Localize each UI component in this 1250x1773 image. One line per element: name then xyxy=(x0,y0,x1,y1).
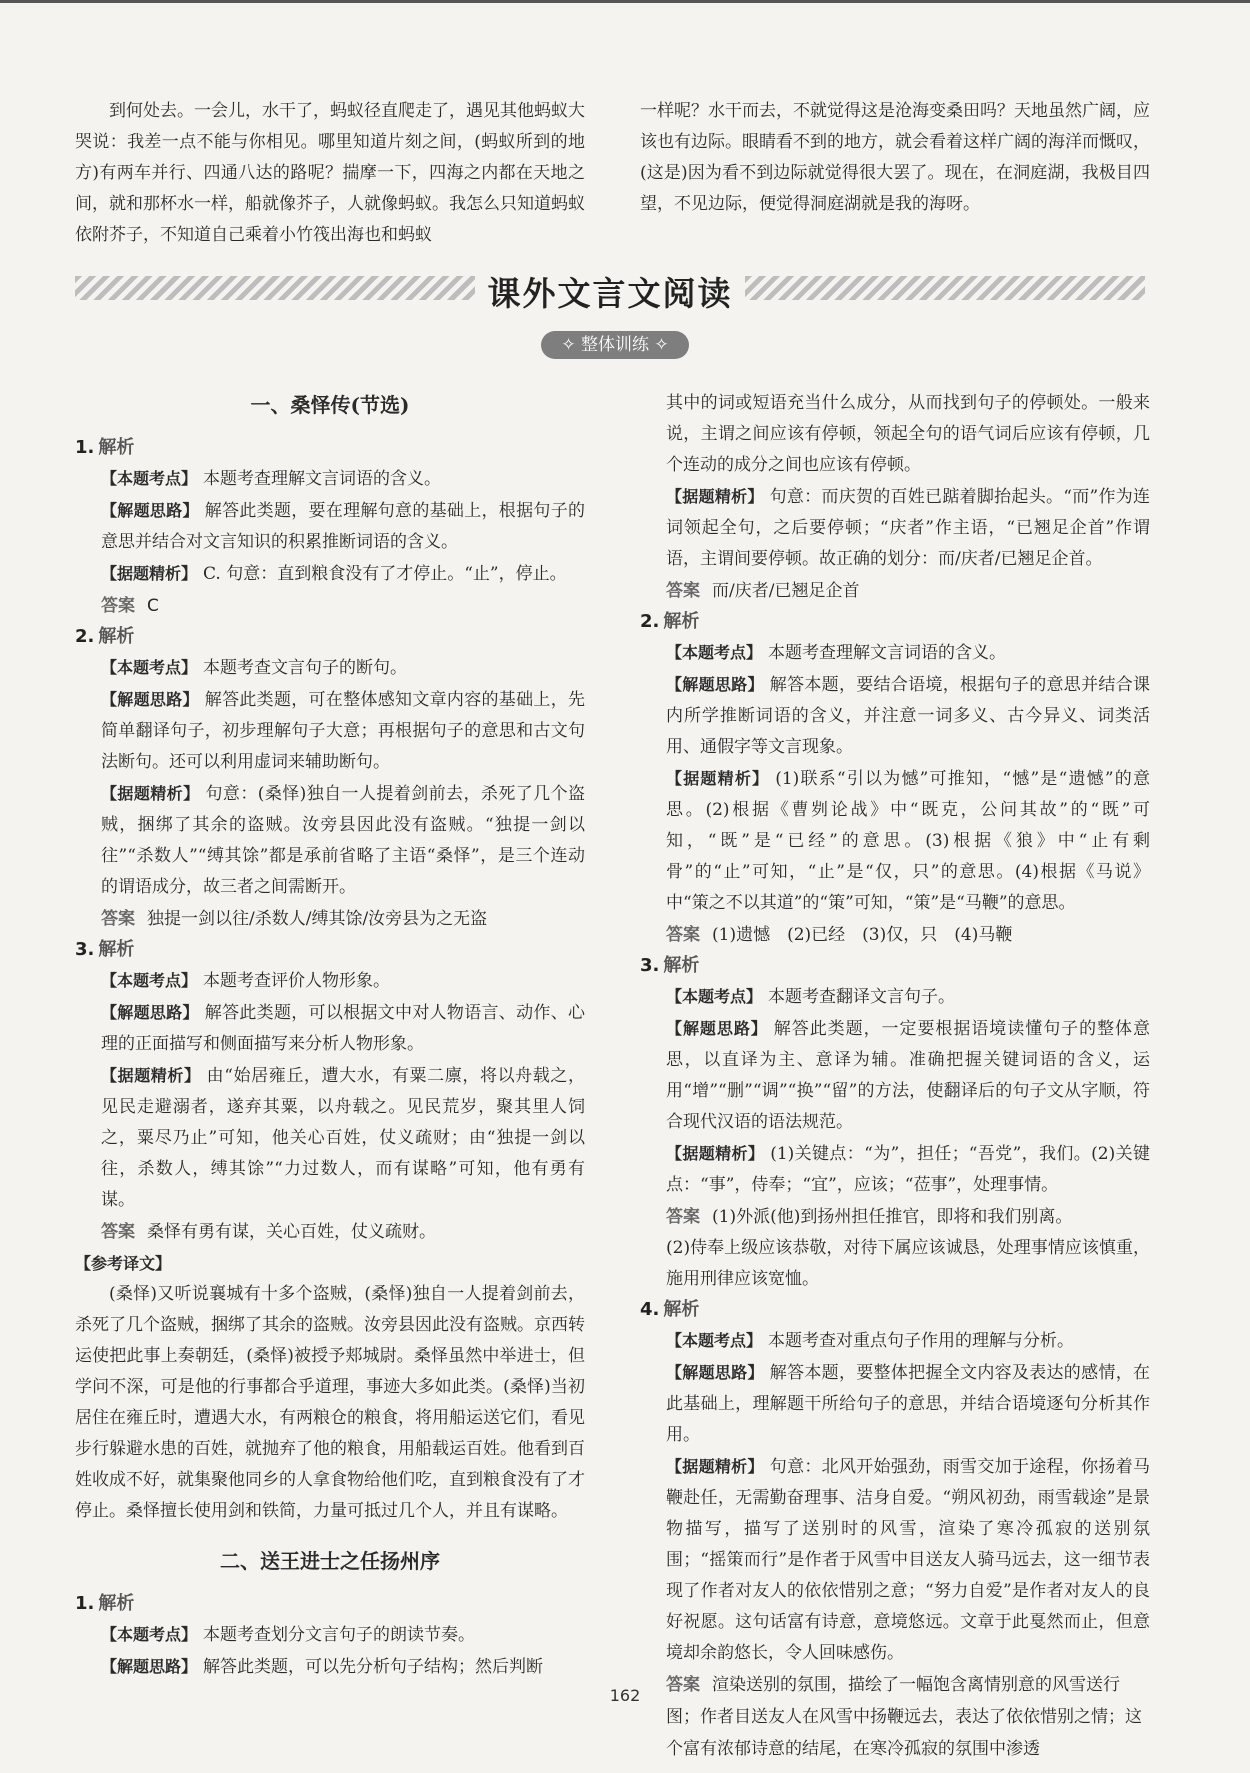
silu: 【解题思路】 解答此类题，可以根据文中对人物语言、动作、心理的正面描写和侧面描写来分析人物形象。 xyxy=(101,1003,585,1054)
silu: 【解题思路】 解答此类题，要在理解句意的基础上，根据句子的意思并结合对文言知识的积累推断词语的含义。 xyxy=(101,501,585,552)
reference-translation-title: 【参考译文】 xyxy=(75,1254,172,1273)
continued-text: 其中的词或短语充当什么成分，从而找到句子的停顿处。一般来说，主谓之间应该有停顿，领起全句的语气词后应该有停顿，几个连动的成分之间也应该有停顿。 xyxy=(666,393,1150,475)
top-left-paragraph: 到何处去。一会儿，水干了，蚂蚁径直爬走了，遇见其他蚂蚁大哭说：我差一点不能与你相见。哪里知道片刻之间，(蚂蚁所到的地方)有两车并行、四通八达的路呢？揣摩一下，四海之内都在天地之间，就和那杯水一样，船就像芥子，人就像蚂蚁。我怎么只知道蚂蚁依附芥子，不知道自己乘着小竹筏出海也和蚂蚁 xyxy=(75,101,585,245)
kaodian: 【本题考点】 本题考查划分文言句子的朗读节奏。 xyxy=(101,1625,476,1645)
section2-title: 二、送王进士之任扬州序 xyxy=(220,1549,440,1573)
kaodian: 【本题考点】 本题考查理解文言词语的含义。 xyxy=(101,469,442,489)
question-label: 3. 解析 xyxy=(75,939,135,960)
kaodian: 【本题考点】 本题考查文言句子的断句。 xyxy=(101,658,408,678)
answer: 答案 而/庆者/已翘足企首 xyxy=(666,581,860,601)
heading-hatch-right xyxy=(745,276,1145,300)
question-label: 4. 解析 xyxy=(640,1299,700,1320)
silu: 【解题思路】 解答此类题，可以先分析句子结构；然后判断 xyxy=(101,1657,544,1677)
silu: 【解题思路】 解答本题，要整体把握全文内容及表达的感情，在此基础上，理解题干所给句子的意思，并结合语境逐句分析其作用。 xyxy=(666,1363,1150,1445)
jingxi: 【据题精析】 C. 句意：直到粮食没有了才停止。“止”，停止。 xyxy=(101,564,567,584)
question-label: 2. 解析 xyxy=(640,611,700,632)
jingxi: 【据题精析】 句意：而庆贺的百姓已踮着脚抬起头。“而”作为连词领起全句，之后要停顿；“庆者”作主语，“已翘足企首”作谓语，主谓间要停顿。故正确的划分：而/庆者/已翘足企首。 xyxy=(666,487,1150,569)
answer: 答案 桑怿有勇有谋，关心百姓，仗义疏财。 xyxy=(101,1222,436,1242)
question-label: 3. 解析 xyxy=(640,955,700,976)
right-column xyxy=(640,388,1150,1765)
top-rule xyxy=(0,0,1250,3)
silu: 【解题思路】 解答本题，要结合语境，根据句子的意思并结合课内所学推断词语的含义，并注意一词多义、古今异义、词类活用、通假字等文言现象。 xyxy=(666,675,1150,757)
question-label: 1. 解析 xyxy=(75,1593,135,1614)
reference-translation-text: (桑怿)又听说襄城有十多个盗贼，(桑怿)独自一人提着剑前去，杀死了几个盗贼，捆绑了其余的盗贼。汝旁县因此没有盗贼。京西转运使把此事上奏朝廷，(桑怿)被授予郏城尉。桑怿虽然中举进士，但学问不深，可是他的行事都合乎道理，事迹大多如此类。(桑怿)当初居住在雍丘时，遭遇大水，有两粮仓的粮食，将用船运送它们，看见步行躲避水患的百姓，就抛弃了他的粮食，用船载运百姓。他看到百姓收成不好，就集聚他同乡的人拿食物给他们吃，直到粮食没有了才停止。桑怿擅长使用剑和铁简，力量可抵过几个人，并且有谋略。 xyxy=(75,1284,585,1521)
heading-hatch-left xyxy=(75,276,475,300)
subheading-badge: ✧ 整体训练 ✧ xyxy=(541,331,689,359)
answer-continued: (2)侍奉上级应该恭敬，对待下属应该诚恳，处理事情应该慎重，施用刑律应该宽恤。 xyxy=(666,1238,1150,1289)
subheading-text: 整体训练 xyxy=(581,335,649,355)
jingxi: 【据题精析】 由“始居雍丘，遭大水，有粟二廪，将以舟载之，见民走避溺者，遂弃其粟，以舟载之。见民荒岁，聚其里人饲之，粟尽乃止”可知，他关心百姓，仗义疏财；由“独提一剑以往，杀数人，缚其馀”“力过数人，而有谋略”可知，他有勇有谋。 xyxy=(101,1066,585,1210)
answer: 答案 (1)遗憾 (2)已经 (3)仅，只 (4)马鞭 xyxy=(666,925,1013,945)
kaodian: 【本题考点】 本题考查评价人物形象。 xyxy=(101,971,391,991)
question-label: 2. 解析 xyxy=(75,626,135,647)
left-column xyxy=(75,385,585,1683)
kaodian: 【本题考点】 本题考查翻译文言句子。 xyxy=(666,987,956,1007)
jingxi: 【据题精析】 (1)联系“引以为憾”可推知，“憾”是“遗憾”的意思。(2)根据《曹刿论战》中“既克，公问其故”的“既”可知，“既”是“已经”的意思。(3)根据《狼》中“止有剩骨”的“止”可知，“止”是“仅，只”的意思。(4)根据《马说》中“策之不以其道”的“策”可知，“策”是“马鞭”的意思。 xyxy=(666,769,1150,913)
jingxi: 【据题精析】 句意：(桑怿)独自一人提着剑前去，杀死了几个盗贼，捆绑了其余的盗贼。汝旁县因此没有盗贼。“独提一剑以往”“杀数人”“缚其馀”都是承前省略了主语“桑怿”，是三个连动的谓语成分，故三者之间需断开。 xyxy=(101,784,585,897)
question-label: 1. 解析 xyxy=(75,437,135,458)
kaodian: 【本题考点】 本题考查理解文言词语的含义。 xyxy=(666,643,1007,663)
jingxi: 【据题精析】 句意：北风开始强劲，雨雪交加于途程，你扬着马鞭赴任，无需勤奋理事、洁身自爱。“朔风初劲，雨雪载途”是景物描写，描写了送别时的风雪，渲染了寒冷孤寂的送别氛围；“摇策而行”是作者于风雪中目送友人骑马远去，这一细节表现了作者对友人的依依惜别之意；“努力自爱”是作者对友人的良好祝愿。这句话富有诗意，意境悠远。文章于此戛然而止，但意境却余韵悠长，令人回味感伤。 xyxy=(666,1457,1150,1663)
jingxi: 【据题精析】 (1)关键点：“为”，担任；“吾党”，我们。(2)关键点：“事”，侍奉；“宜”，应该；“莅事”，处理事情。 xyxy=(666,1144,1150,1195)
top-right-paragraph: 一样呢？水干而去，不就觉得这是沧海变桑田吗？天地虽然广阔，应该也有边际。眼睛看不到的地方，就会看着这样广阔的海洋而慨叹，(这是)因为看不到边际就觉得很大罢了。现在，在洞庭湖，我极目四望，不见边际，便觉得洞庭湖就是我的海呀。 xyxy=(640,101,1150,214)
answer: 答案 C xyxy=(101,596,159,616)
kaodian: 【本题考点】 本题考查对重点句子作用的理解与分析。 xyxy=(666,1331,1075,1351)
answer: 答案 渲染送别的氛围，描绘了一幅饱含离情别意的风雪送行图；作者目送友人在风雪中扬鞭远去，表达了依依惜别之情；这个富有浓郁诗意的结尾，在寒冷孤寂的氛围中渗透 xyxy=(666,1675,1142,1759)
silu: 【解题思路】 解答此类题，一定要根据语境读懂句子的整体意思，以直译为主、意译为辅。准确把握关键词语的含义，运用“增”“删”“调”“换”“留”的方法，使翻译后的句子文从字顺，符合现代汉语的语法规范。 xyxy=(666,1019,1150,1132)
answer: 答案 独提一剑以往/杀数人/缚其馀/汝旁县为之无盗 xyxy=(101,909,488,929)
section1-title: 一、桑怿传(节选) xyxy=(250,393,410,417)
answer: 答案 (1)外派(他)到扬州担任推官，即将和我们别离。 xyxy=(666,1207,1073,1227)
silu: 【解题思路】 解答此类题，可在整体感知文章内容的基础上，先简单翻译句子，初步理解句子大意；再根据句子的意思和古文句法断句。还可以利用虚词来辅助断句。 xyxy=(101,690,585,772)
page-number: 162 xyxy=(609,1686,641,1705)
section-heading xyxy=(75,268,1145,313)
heading-title: 课外文言文阅读 xyxy=(487,274,733,313)
